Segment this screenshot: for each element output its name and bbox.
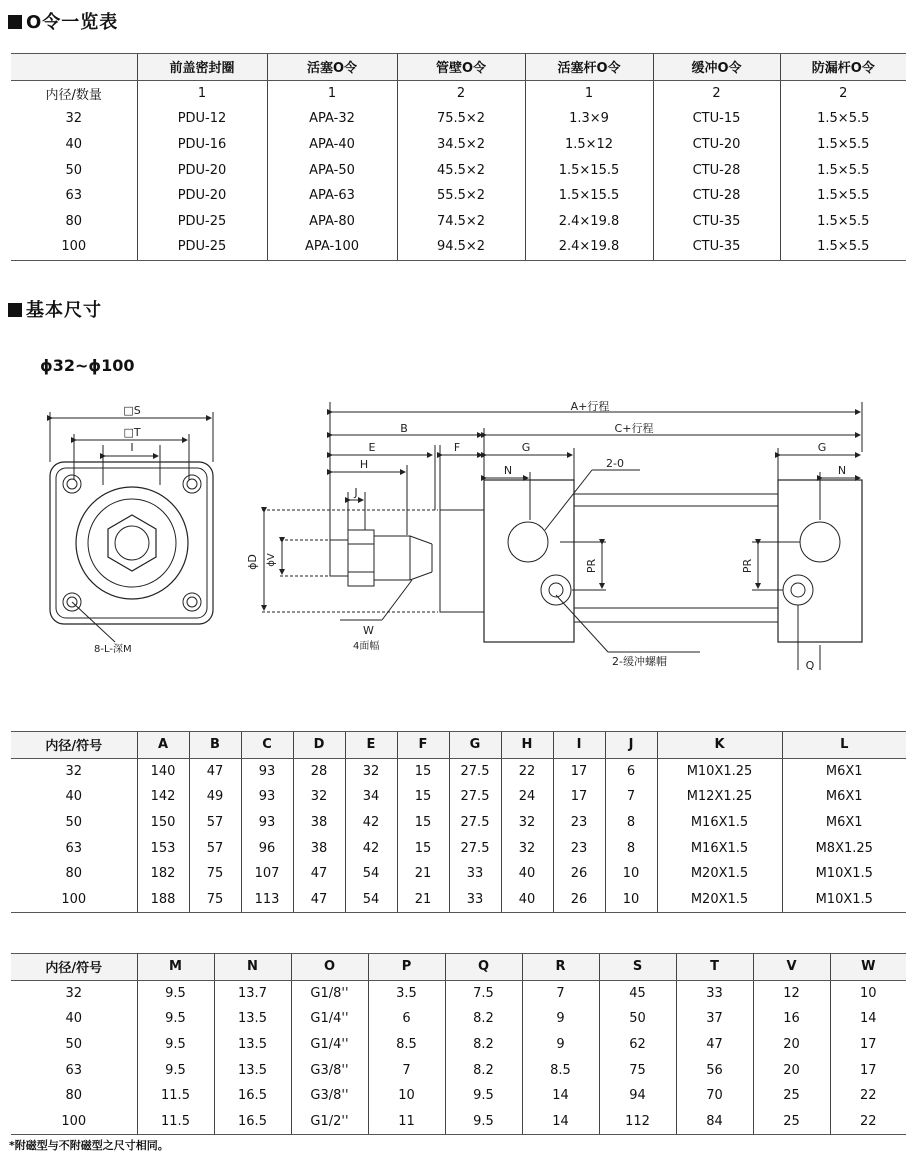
table-row [11,209,906,235]
dim-d-label: ϕD [246,554,259,570]
header-cell: S [599,954,676,981]
table-cell: M16X1.5 [657,810,782,836]
table-cell: 1.5×5.5 [780,209,906,235]
header-cell: T [676,954,753,981]
table-cell: 17 [553,784,605,810]
table-cell: 13.5 [214,1006,291,1032]
header-cell: K [657,732,782,759]
table-cell: 55.5×2 [397,183,525,209]
table-cell: 11.5 [137,1083,214,1109]
hole-callout-label: 8-L-深M [94,644,132,655]
table-cell: 25 [753,1109,830,1135]
cylinder-drawing [0,390,918,670]
dim-b-label: B [400,422,408,435]
table-cell: 14 [830,1006,906,1032]
bore-range-label: ϕ32~ϕ100 [40,356,135,375]
table-cell: 17 [553,758,605,784]
table-cell: 54 [345,887,397,913]
dim-t-label: □T [123,426,141,439]
dim-i-label: I [130,441,134,454]
seal-section-title: O令一览表 [26,12,119,33]
table-cell: 45.5×2 [397,157,525,183]
header-cell [11,54,137,81]
table-cell: M16X1.5 [657,835,782,861]
table-cell: G3/8'' [291,1057,368,1083]
table-cell: 80 [65,213,83,229]
table-cell: 1.5×12 [525,132,653,158]
table-cell: 8.2 [445,1057,522,1083]
table-cell: 57 [189,835,241,861]
header-cell: F [397,732,449,759]
table-cell: 9.5 [137,1006,214,1032]
table-cell: 15 [397,758,449,784]
table-cell: 32 [345,758,397,784]
table-cell: G1/4'' [291,1032,368,1058]
header-cell: A [137,732,189,759]
header-cell: L [782,732,906,759]
table-cell: APA-63 [267,183,397,209]
table-cell: 21 [397,887,449,913]
table-cell: 62 [599,1032,676,1058]
header-cell: 前盖密封圈 [137,54,267,81]
dim-v-label: ϕV [266,553,277,567]
table-cell: CTU-20 [653,132,780,158]
table-cell: 26 [553,861,605,887]
dim-j-label: J [354,486,358,499]
header-cell: 内径/符号 [11,732,137,759]
table-cell: 1.5×5.5 [780,234,906,260]
table-cell: 182 [137,861,189,887]
header-cell: 防漏杆O令 [780,54,906,81]
table-cell: M10X1.5 [782,887,906,913]
table-cell: 9.5 [445,1109,522,1135]
table-cell: 93 [241,758,293,784]
table-cell: 38 [293,835,345,861]
table-cell: 1.3×9 [525,106,653,132]
table-cell: 9.5 [137,1032,214,1058]
table-row [11,810,906,836]
table-cell: 40 [65,1011,83,1027]
square-bullet-icon [8,303,22,317]
table-cell: 6 [368,1006,445,1032]
table-cell: M10X1.5 [782,861,906,887]
header-cell: N [214,954,291,981]
dim-f-label: F [453,441,461,454]
table-cell: 1 [525,80,653,106]
table-cell: 22 [501,758,553,784]
dim-g-right-label: G [817,441,827,454]
table-cell: M20X1.5 [657,861,782,887]
header-cell: E [345,732,397,759]
table-cell: 47 [293,887,345,913]
table-cell: 7 [605,784,657,810]
table-row [11,758,906,784]
table-cell: 42 [345,810,397,836]
table-cell: CTU-28 [653,157,780,183]
table-cell: 8.5 [522,1057,599,1083]
header-cell: O [291,954,368,981]
table-cell: G1/8'' [291,980,368,1006]
table-cell: 9.5 [137,1057,214,1083]
table-cell: 21 [397,861,449,887]
dim-n-right-label: N [837,464,847,477]
table-cell: 100 [11,887,137,913]
front-view [50,404,213,655]
table-cell: 75 [189,861,241,887]
table-cell: APA-50 [267,157,397,183]
table-cell: 17 [830,1057,906,1083]
table-cell: PDU-16 [137,132,267,158]
header-cell: J [605,732,657,759]
table-cell: 13.5 [214,1032,291,1058]
table-cell: CTU-15 [653,106,780,132]
table-cell: 40 [65,137,83,153]
table-cell: 32 [293,784,345,810]
table-cell: 24 [501,784,553,810]
table-cell: 107 [241,861,293,887]
header-cell: I [553,732,605,759]
table-row [11,887,906,913]
table-cell: 84 [676,1109,753,1135]
table-cell: 40 [501,861,553,887]
footnote: *附磁型与不附磁型之尺寸相同。 [9,1139,169,1152]
table-cell: 2 [780,80,906,106]
table-header-row [11,732,906,759]
table-row [11,106,906,132]
square-bullet-icon [8,15,22,29]
table-header-row [11,54,906,81]
table-cell: 15 [397,835,449,861]
table-cell: 40 [65,789,83,805]
table-cell: 33 [676,980,753,1006]
table-cell: 13.5 [214,1057,291,1083]
table-cell: 112 [599,1109,676,1135]
table-cell: 16.5 [214,1109,291,1135]
table-cell: 9 [522,1006,599,1032]
dim-c-label: C+行程 [614,422,654,435]
table-cell: 26 [553,887,605,913]
table-cell: 2 [397,80,525,106]
header-cell: C [241,732,293,759]
table-cell: 20 [753,1032,830,1058]
table-cell: 10 [605,887,657,913]
header-cell: H [501,732,553,759]
table-cell: 7.5 [445,980,522,1006]
table-cell: 63 [65,1062,83,1078]
table-cell: 32 [65,985,83,1001]
table-cell: 11.5 [137,1109,214,1135]
table-cell: 15 [397,810,449,836]
dimension-section-heading [8,296,102,322]
header-cell: D [293,732,345,759]
table-cell: 3.5 [368,980,445,1006]
table-cell: 37 [676,1006,753,1032]
header-cell: W [830,954,906,981]
table-row [11,80,906,106]
table-row [11,861,906,887]
table-cell: 1.5×5.5 [780,132,906,158]
header-cell: M [137,954,214,981]
header-cell: 缓冲O令 [653,54,780,81]
table-cell: 28 [293,758,345,784]
table-cell: 63 [65,840,83,856]
dim-q-label: Q [805,659,815,670]
table-row [11,1109,906,1135]
table-cell: M6X1 [782,810,906,836]
dimension-table-b [11,953,906,1135]
table-cell: PDU-20 [137,183,267,209]
table-cell: 1 [137,80,267,106]
table-cell: 23 [553,835,605,861]
table-cell: 8.2 [445,1032,522,1058]
table-cell: 100 [11,1109,137,1135]
table-cell: 15 [397,784,449,810]
table-cell: 57 [189,810,241,836]
table-cell: 50 [599,1006,676,1032]
table-cell: 10 [830,980,906,1006]
table-cell: 1.5×5.5 [780,183,906,209]
dimension-section-title: 基本尺寸 [26,300,102,321]
table-cell: APA-80 [267,209,397,235]
table-row [11,1057,906,1083]
table-cell: 1.5×5.5 [780,157,906,183]
table-cell: 42 [345,835,397,861]
header-cell: 内径/符号 [11,954,137,981]
table-cell: 75 [189,887,241,913]
table-cell: 100 [11,234,137,260]
dim-pr-right-label: PR [741,558,754,574]
table-cell: 40 [501,887,553,913]
table-cell: 20 [753,1057,830,1083]
header-cell: B [189,732,241,759]
table-cell: APA-100 [267,234,397,260]
table-cell: 内径/数量 [45,87,102,103]
table-cell: PDU-25 [137,209,267,235]
table-cell: M6X1 [782,758,906,784]
table-row [11,1083,906,1109]
four-face-label: 4面幅 [353,641,380,652]
table-cell: 47 [676,1032,753,1058]
table-cell: 9.5 [137,980,214,1006]
table-cell: 13.7 [214,980,291,1006]
header-cell: R [522,954,599,981]
table-cell: 54 [345,861,397,887]
table-cell: 32 [65,111,83,127]
table-cell: 6 [605,758,657,784]
table-cell: 11 [368,1109,445,1135]
table-cell: 38 [293,810,345,836]
table-cell: 150 [137,810,189,836]
table-cell: 1 [267,80,397,106]
table-row [11,132,906,158]
table-cell: 113 [241,887,293,913]
table-cell: 8.2 [445,1006,522,1032]
table-cell: 10 [605,861,657,887]
table-cell: 93 [241,784,293,810]
table-cell: 93 [241,810,293,836]
table-cell: 32 [65,763,83,779]
table-cell: 70 [676,1083,753,1109]
table-cell: CTU-35 [653,234,780,260]
table-row [11,1032,906,1058]
header-cell: 管壁O令 [397,54,525,81]
table-cell: 45 [599,980,676,1006]
dim-pr-left-label: PR [585,558,598,574]
header-cell: Q [445,954,522,981]
header-cell: 活塞O令 [267,54,397,81]
table-cell: 94 [599,1083,676,1109]
table-cell: 8 [605,835,657,861]
table-cell: PDU-20 [137,157,267,183]
table-cell: 56 [676,1057,753,1083]
table-cell: 140 [137,758,189,784]
table-cell: 7 [522,980,599,1006]
table-cell: 14 [522,1109,599,1135]
header-cell: P [368,954,445,981]
dim-s-label: □S [123,404,141,417]
table-cell: 27.5 [449,784,501,810]
table-cell: CTU-28 [653,183,780,209]
table-cell: 14 [522,1083,599,1109]
table-cell: 49 [189,784,241,810]
table-cell: 32 [501,810,553,836]
dim-h-label: H [359,458,369,471]
table-cell: 27.5 [449,835,501,861]
table-cell: 17 [830,1032,906,1058]
table-cell: M8X1.25 [782,835,906,861]
header-cell: 活塞杆O令 [525,54,653,81]
dim-w-label: W [363,624,374,637]
header-cell: V [753,954,830,981]
table-cell: M12X1.25 [657,784,782,810]
dimension-table-a [11,731,906,913]
table-cell: 80 [65,866,83,882]
table-cell: 33 [449,887,501,913]
table-cell: 32 [501,835,553,861]
table-cell: 33 [449,861,501,887]
table-row [11,1006,906,1032]
cushion-callout-label: 2-缓冲螺帽 [612,655,667,668]
table-cell: CTU-35 [653,209,780,235]
table-row [11,784,906,810]
table-cell: 12 [753,980,830,1006]
table-cell: G1/2'' [291,1109,368,1135]
table-cell: 27.5 [449,810,501,836]
table-cell: 47 [189,758,241,784]
table-cell: M6X1 [782,784,906,810]
header-cell: G [449,732,501,759]
table-cell: 50 [65,815,83,831]
table-cell: 75 [599,1057,676,1083]
table-row [11,980,906,1006]
table-cell: 34.5×2 [397,132,525,158]
table-header-row [11,954,906,981]
table-cell: 50 [65,1037,83,1053]
dim-e-label: E [368,441,376,454]
seal-section-heading [8,8,118,34]
table-cell: APA-32 [267,106,397,132]
dim-a-label: A+行程 [570,400,610,413]
table-cell: 8 [605,810,657,836]
table-cell: 27.5 [449,758,501,784]
table-cell: 10 [368,1083,445,1109]
table-cell: M20X1.5 [657,887,782,913]
table-cell: 16 [753,1006,830,1032]
table-cell: 9.5 [445,1083,522,1109]
table-row [11,157,906,183]
table-cell: PDU-25 [137,234,267,260]
table-cell: 22 [830,1109,906,1135]
table-cell: 153 [137,835,189,861]
table-cell: 8.5 [368,1032,445,1058]
table-cell: 1.5×15.5 [525,183,653,209]
table-cell: 188 [137,887,189,913]
table-cell: 63 [65,188,83,204]
table-cell: 96 [241,835,293,861]
table-cell: 47 [293,861,345,887]
table-cell: 22 [830,1083,906,1109]
seal-table [11,53,906,261]
table-cell: 2.4×19.8 [525,234,653,260]
table-cell: M10X1.25 [657,758,782,784]
dim-n-left-label: N [503,464,513,477]
table-cell: G3/8'' [291,1083,368,1109]
table-cell: 2 [653,80,780,106]
table-cell: 16.5 [214,1083,291,1109]
table-cell: PDU-12 [137,106,267,132]
table-row [11,835,906,861]
side-view [246,399,862,670]
table-cell: 80 [65,1088,83,1104]
table-cell: 75.5×2 [397,106,525,132]
table-cell: 142 [137,784,189,810]
table-cell: 9 [522,1032,599,1058]
table-cell: 1.5×5.5 [780,106,906,132]
table-cell: 94.5×2 [397,234,525,260]
table-cell: 23 [553,810,605,836]
table-cell: APA-40 [267,132,397,158]
dim-g-left-label: G [521,441,531,454]
table-cell: G1/4'' [291,1006,368,1032]
table-cell: 74.5×2 [397,209,525,235]
table-cell: 2.4×19.8 [525,209,653,235]
table-row [11,183,906,209]
table-cell: 25 [753,1083,830,1109]
table-cell: 34 [345,784,397,810]
table-cell: 1.5×15.5 [525,157,653,183]
port-callout-label: 2-0 [606,457,624,470]
table-cell: 7 [368,1057,445,1083]
table-row [11,234,906,260]
table-cell: 50 [65,162,83,178]
